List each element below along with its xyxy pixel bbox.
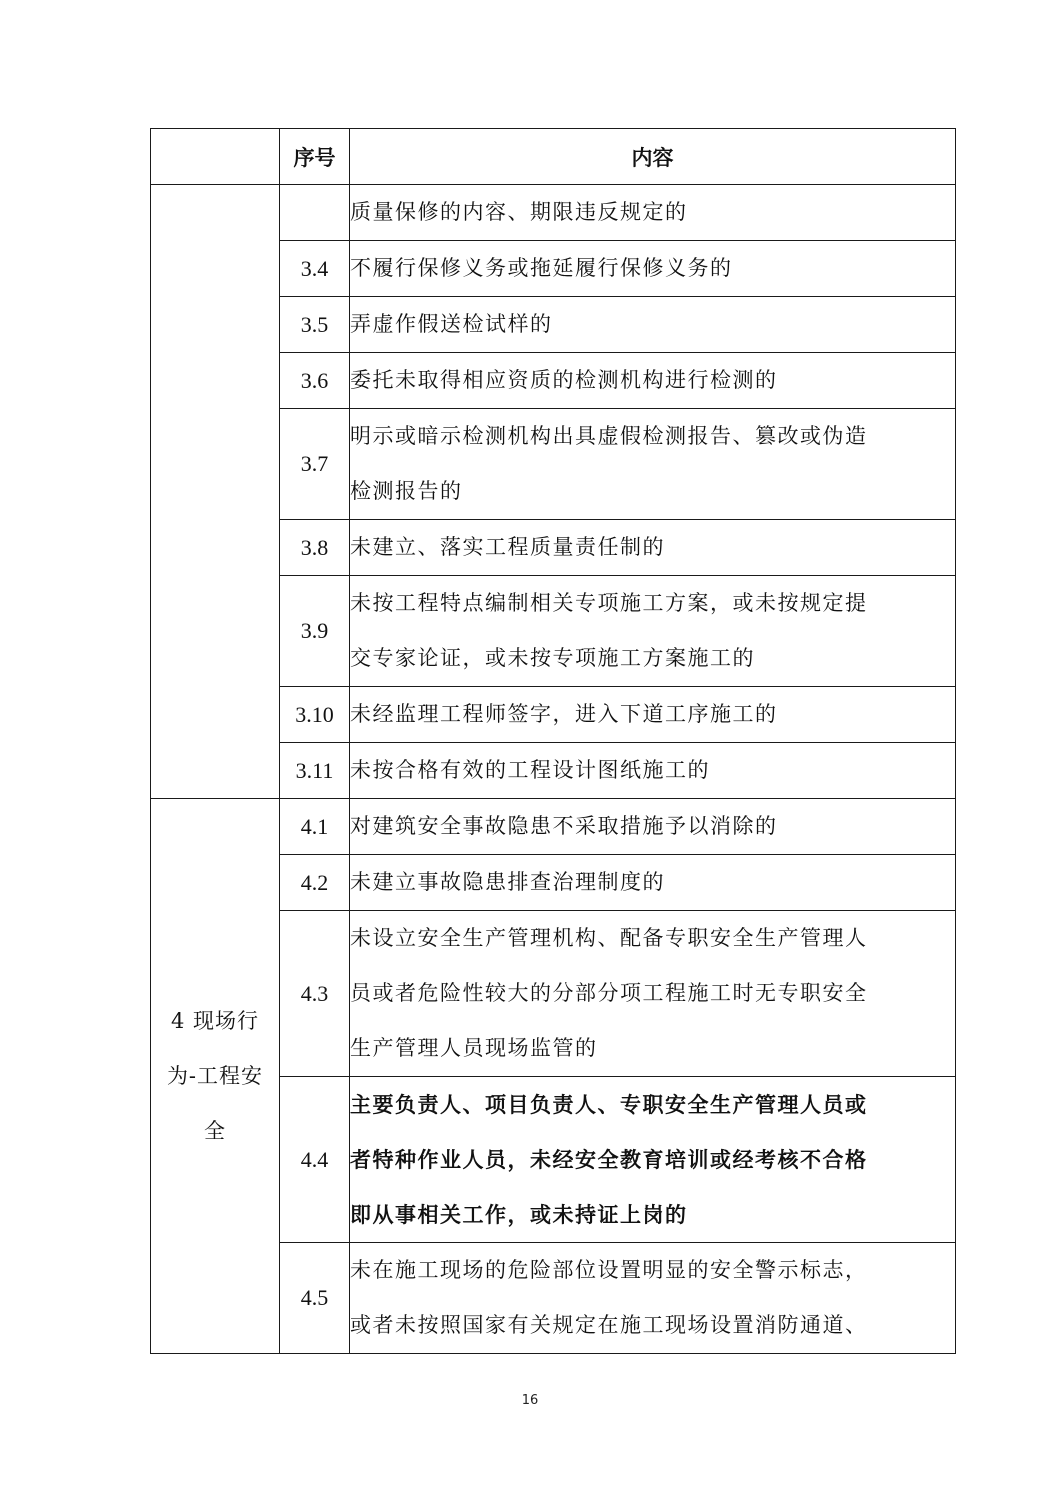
content-line: 或者未按照国家有关规定在施工现场设置消防通道、 [350,1313,868,1337]
item-content [350,743,956,799]
item-number: 4.4 [280,1077,350,1243]
item-content [350,576,956,687]
table-header-row [151,129,956,185]
content-line: 未在施工现场的危险部位设置明显的安全警示标志， [350,1258,868,1282]
content-line: 对建筑安全事故隐患不采取措施予以消除的 [350,814,778,838]
content-line: 员或者危险性较大的分部分项工程施工时无专职安全 [350,981,868,1005]
content-line: 交专家论证，或未按专项施工方案施工的 [350,646,755,670]
item-number [280,185,350,241]
content-line: 未经监理工程师签字，进入下道工序施工的 [350,702,778,726]
item-number: 3.9 [280,576,350,687]
header-content: 内容 [350,129,956,185]
item-content [350,1077,956,1243]
item-content [350,409,956,520]
item-content [350,241,956,297]
item-content [350,799,956,855]
item-number: 3.6 [280,353,350,409]
content-line: 未按工程特点编制相关专项施工方案，或未按规定提 [350,591,868,615]
header-category [151,129,280,185]
item-number: 3.11 [280,743,350,799]
content-line: 即从事相关工作，或未持证上岗的 [350,1202,688,1227]
content-line: 者特种作业人员，未经安全教育培训或经考核不合格 [350,1147,868,1172]
item-content [350,297,956,353]
content-line: 质量保修的内容、期限违反规定的 [350,200,688,224]
item-number: 3.10 [280,687,350,743]
content-line: 未建立事故隐患排查治理制度的 [350,870,665,894]
category-cell [151,799,280,1354]
item-number: 4.1 [280,799,350,855]
content-line: 未建立、落实工程质量责任制的 [350,535,665,559]
table-body [151,185,956,1354]
content-line: 生产管理人员现场监管的 [350,1036,598,1060]
item-content [350,185,956,241]
category-line: 为-工程安 [166,1063,264,1088]
table-row [151,185,956,241]
item-number: 4.2 [280,855,350,911]
content-line: 不履行保修义务或拖延履行保修义务的 [350,256,733,280]
category-cell [151,185,280,799]
header-number: 序号 [280,129,350,185]
page-number: 16 [521,1393,539,1408]
content-line: 明示或暗示检测机构出具虚假检测报告、篡改或伪造 [350,424,868,448]
content-line: 委托未取得相应资质的检测机构进行检测的 [350,368,778,392]
content-line: 主要负责人、项目负责人、专职安全生产管理人员或 [350,1092,868,1117]
content-line: 未设立安全生产管理机构、配备专职安全生产管理人 [350,926,868,950]
content-line: 弄虚作假送检试样的 [350,312,553,336]
item-content [350,687,956,743]
category-line: 全 [204,1118,226,1143]
table-row [151,799,956,855]
category-line: 4 现场行 [170,1008,260,1033]
item-content [350,911,956,1077]
item-number: 3.4 [280,241,350,297]
violation-table [150,128,956,1354]
item-number: 3.5 [280,297,350,353]
item-content [350,1243,956,1354]
item-content [350,855,956,911]
item-number: 3.7 [280,409,350,520]
item-content [350,520,956,576]
content-line: 检测报告的 [350,479,463,503]
item-number: 4.5 [280,1243,350,1354]
item-number: 4.3 [280,911,350,1077]
content-line: 未按合格有效的工程设计图纸施工的 [350,758,710,782]
item-number: 3.8 [280,520,350,576]
item-content [350,353,956,409]
